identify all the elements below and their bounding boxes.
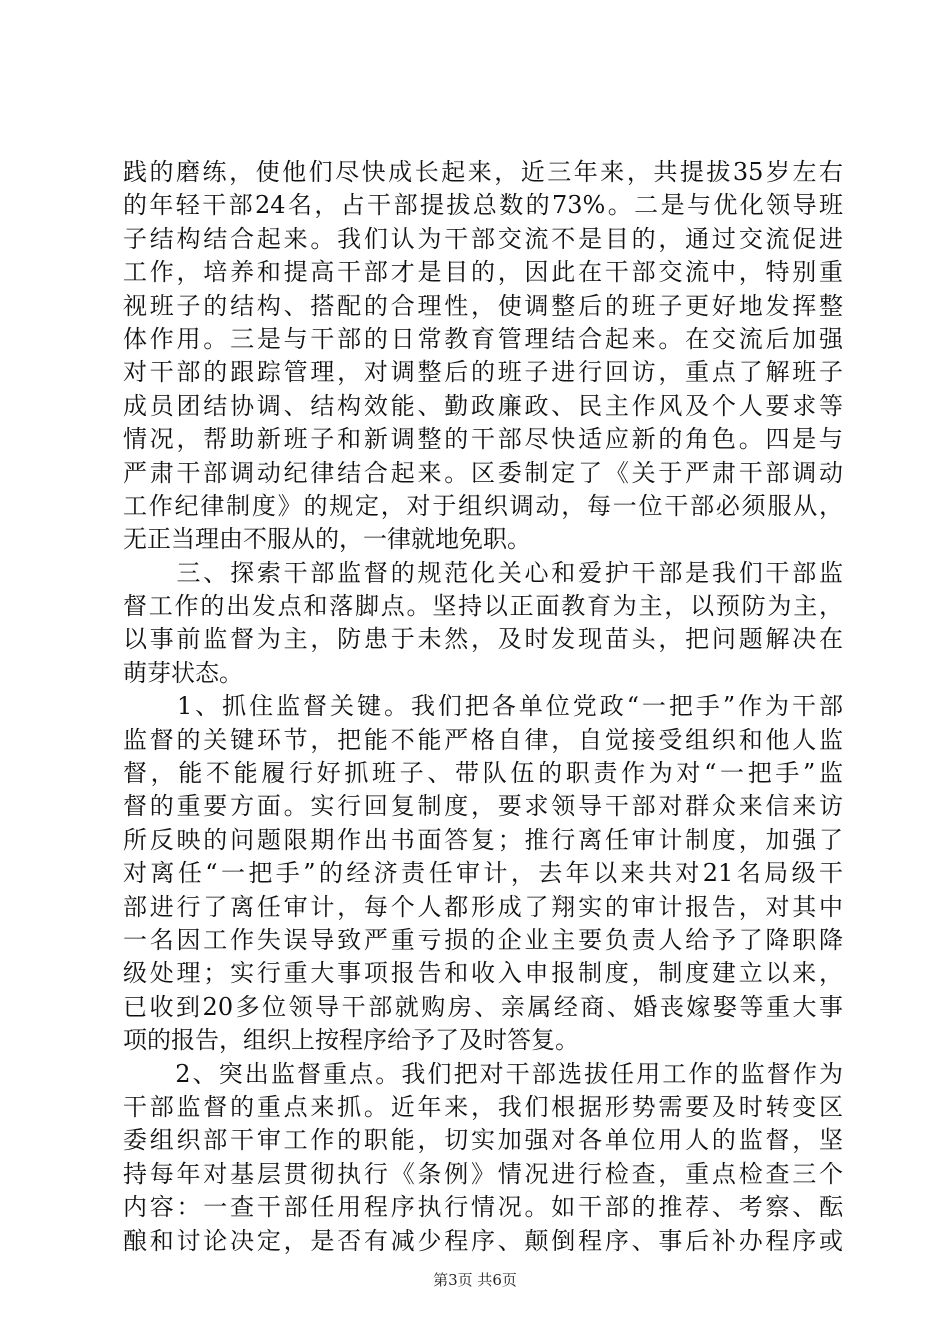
text-line: 成员团结协调、结构效能、勤政廉政、民主作风及个人要求等 [123, 391, 843, 420]
text-line: 子结构结合起来。我们认为干部交流不是目的，通过交流促进 [123, 224, 843, 253]
text-line: 一名因工作失误导致严重亏损的企业主要负责人给予了降职降 [123, 925, 843, 954]
text-line: 萌芽状态。 [123, 658, 243, 687]
text-line: 严肃干部调动纪律结合起来。区委制定了《关于严肃干部调动 [123, 458, 843, 487]
text-line: 部进行了离任审计，每个人都形成了翔实的审计报告，对其中 [123, 892, 843, 921]
text-line: 对干部的跟踪管理，对调整后的班子进行回访，重点了解班子 [123, 358, 843, 387]
text-line: 酿和讨论决定，是否有减少程序、颠倒程序、事后补办程序或 [123, 1226, 843, 1255]
text-line: 监督的关键环节，把能不能严格自律，自觉接受组织和他人监 [123, 725, 843, 754]
text-line: 以事前监督为主，防患于未然，及时发现苗头，把问题解决在 [123, 625, 843, 654]
text-line: 工作纪律制度》的规定，对于组织调动，每一位干部必须服从， [123, 491, 843, 520]
text-line: 督的重要方面。实行回复制度，要求领导干部对群众来信来访 [123, 792, 843, 821]
text-line: 级处理；实行重大事项报告和收入申报制度，制度建立以来， [123, 959, 843, 988]
text-line: 三、探索干部监督的规范化关心和爱护干部是我们干部监 [123, 558, 843, 587]
text-line: 2、突出监督重点。我们把对干部选拔任用工作的监督作为 [123, 1059, 843, 1088]
text-line: 对离任“一把手”的经济责任审计，去年以来共对21名局级干 [123, 859, 843, 888]
text-line: 所反映的问题限期作出书面答复；推行离任审计制度，加强了 [123, 825, 843, 854]
text-line: 已收到20多位领导干部就购房、亲属经商、婚丧嫁娶等重大事 [123, 992, 843, 1021]
text-line: 无正当理由不服从的，一律就地免职。 [123, 525, 531, 554]
text-line: 督，能不能履行好抓班子、带队伍的职责作为对“一把手”监 [123, 759, 843, 788]
text-line: 的年轻干部24名，占干部提拔总数的73%。二是与优化领导班 [123, 191, 843, 220]
text-line: 1、抓住监督关键。我们把各单位党政“一把手”作为干部 [123, 692, 843, 721]
text-line: 干部监督的重点来抓。近年来，我们根据形势需要及时转变区 [123, 1092, 843, 1121]
document-body [123, 156, 843, 1258]
text-line: 体作用。三是与干部的日常教育管理结合起来。在交流后加强 [123, 324, 843, 353]
text-line: 视班子的结构、搭配的合理性，使调整后的班子更好地发挥整 [123, 291, 843, 320]
text-line: 内容：一查干部任用程序执行情况。如干部的推荐、考察、酝 [123, 1193, 843, 1222]
text-line: 践的磨练，使他们尽快成长起来，近三年来，共提拔35岁左右 [123, 158, 843, 186]
text-line: 项的报告，组织上按程序给予了及时答复。 [123, 1026, 579, 1055]
text-line: 持每年对基层贯彻执行《条例》情况进行检查，重点检查三个 [123, 1159, 843, 1188]
page-number-footer: 第3页 共6页 [433, 1271, 517, 1289]
text-line: 工作，培养和提高干部才是目的，因此在干部交流中，特别重 [123, 258, 843, 287]
text-line: 情况，帮助新班子和新调整的干部尽快适应新的角色。四是与 [123, 425, 843, 454]
text-line: 委组织部干审工作的职能，切实加强对各单位用人的监督，坚 [123, 1126, 843, 1155]
text-line: 督工作的出发点和落脚点。坚持以正面教育为主，以预防为主， [123, 592, 843, 621]
